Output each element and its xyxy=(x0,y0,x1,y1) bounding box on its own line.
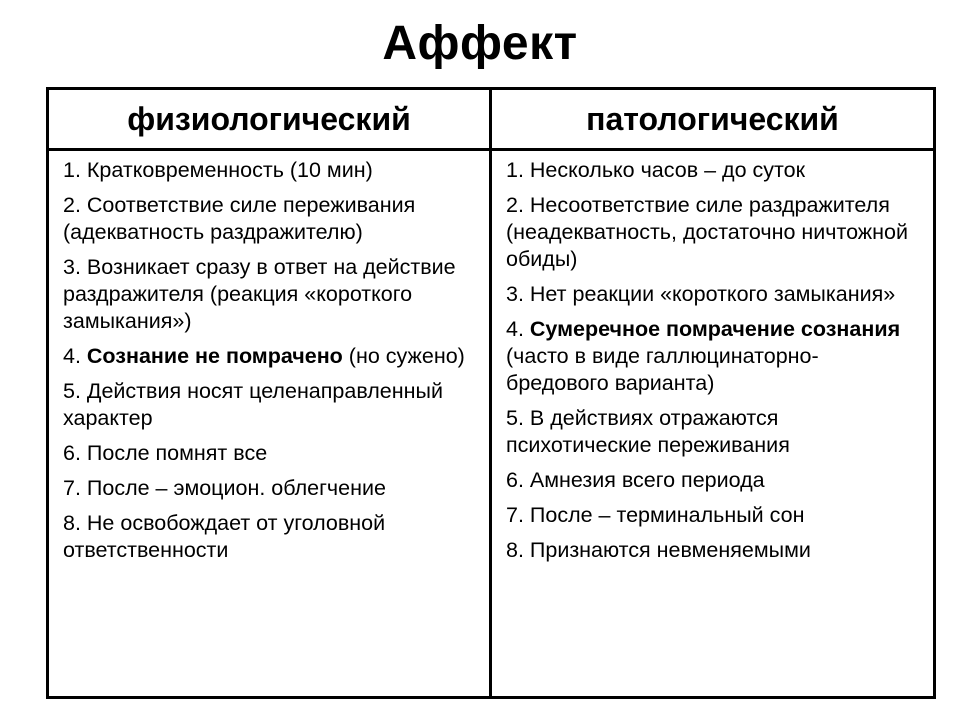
list-item xyxy=(506,157,921,184)
list-item xyxy=(63,510,477,564)
item-text: 4. xyxy=(63,344,87,368)
list-item xyxy=(63,343,477,370)
comparison-table xyxy=(46,87,936,699)
page-title: Аффект xyxy=(382,17,578,70)
item-text: 5. В действиях отражаются психотические переживания xyxy=(506,406,790,457)
physiological-list xyxy=(49,151,492,696)
list-item xyxy=(63,157,477,184)
list-item xyxy=(506,192,921,273)
list-item xyxy=(63,475,477,502)
pathological-list xyxy=(492,151,933,696)
item-text: (часто в виде галлюцинаторно-бредового варианта) xyxy=(506,344,819,395)
item-text: 8. Признаются невменяемыми xyxy=(506,538,811,562)
item-text: 7. После – эмоцион. облегчение xyxy=(63,476,386,500)
list-item xyxy=(506,537,921,564)
emphasis-text: Сознание не помрачено xyxy=(86,344,343,368)
item-text: 8. Не освобождает от уголовной ответственности xyxy=(63,511,386,562)
list-item xyxy=(63,192,477,246)
list-item xyxy=(506,316,921,397)
item-text: 1. Кратковременность (10 мин) xyxy=(63,158,373,182)
item-text: 2. Соответствие силе переживания (адекватность раздражителю) xyxy=(63,193,416,244)
column-header-pathological: патологический xyxy=(492,90,933,151)
item-text: 1. Несколько часов – до суток xyxy=(506,158,805,182)
item-text: 6. После помнят все xyxy=(63,441,268,465)
list-item xyxy=(63,378,477,432)
emphasis-text: Сумеречное помрачение сознания xyxy=(529,317,901,341)
list-item xyxy=(506,281,921,308)
item-text: 4. xyxy=(506,317,530,341)
item-text: 7. После – терминальный сон xyxy=(506,503,805,527)
item-text: 6. Амнезия всего периода xyxy=(506,468,765,492)
item-text: (но сужено) xyxy=(342,344,465,368)
list-item xyxy=(506,502,921,529)
list-item xyxy=(506,405,921,459)
list-item xyxy=(506,467,921,494)
item-text: 5. Действия носят целенаправленный характер xyxy=(63,379,443,430)
column-header-physiological: физиологический xyxy=(49,90,492,151)
item-text: 2. Несоответствие силе раздражителя (неадекватность, достаточно ничтожной обиды) xyxy=(506,193,909,271)
item-text: 3. Возникает сразу в ответ на действие раздражителя (реакция «короткого замыкания») xyxy=(63,255,456,333)
list-item xyxy=(63,254,477,335)
list-item xyxy=(63,440,477,467)
item-text: 3. Нет реакции «короткого замыкания» xyxy=(506,282,896,306)
